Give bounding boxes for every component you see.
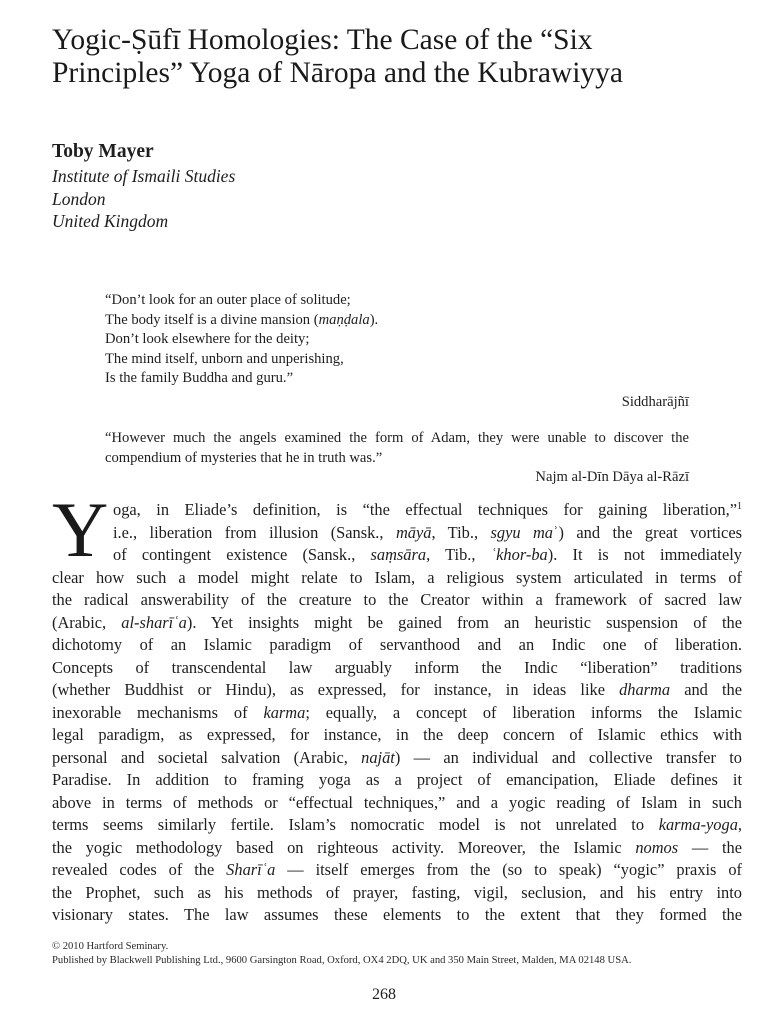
epigraph-line: “Don’t look for an outer place of solitude; <box>105 292 351 308</box>
body-line: dichotomy of an Islamic paradigm of servanthood and an Indic one of liberation. <box>52 635 742 654</box>
drop-cap: Y <box>52 486 109 573</box>
article-title <box>52 24 742 90</box>
author-name: Toby Mayer <box>52 141 154 162</box>
footnote-ref-1[interactable]: 1 <box>737 501 742 512</box>
body-line: above in terms of methods or “effectual techniques,” and a yogic reading of Islam in such <box>52 792 742 812</box>
body-line: Concepts of transcendental law arguably inform the Indic “liberation” traditions <box>52 657 742 677</box>
epigraph-attribution: Siddharājñī <box>621 393 689 410</box>
page-number: 268 <box>372 986 396 1003</box>
author-affiliation <box>52 165 235 233</box>
affiliation-country: United Kingdom <box>52 211 169 231</box>
body-line: visionary states. The law assumes these elements to the extent that they formed the <box>52 905 742 924</box>
body-line: inexorable mechanisms of karma; equally, a concept of liberation informs the Islamic <box>52 702 742 722</box>
title-line-2: Principles” Yoga of Nāropa and the Kubrawiyya <box>52 57 624 89</box>
body-line: revealed codes of the Sharīʿa — itself emerges from the (so to speak) “yogic” praxis of <box>52 860 743 879</box>
page-footer <box>52 940 742 967</box>
body-line: Paradise. In addition to framing yoga as a project of emancipation, Eliade defines it <box>52 770 742 789</box>
epigraph-line: Don’t look elsewhere for the deity; <box>105 331 310 347</box>
body-line: clear how such a model might relate to Islam, a religious system articulated in terms of <box>52 567 742 587</box>
body-line: of contingent existence (Sansk., saṃsāra, Tib., ʿkhor-ba). It is not immediately <box>113 545 742 564</box>
body-line: personal and societal salvation (Arabic, najāt) — an individual and collective transfer to <box>52 747 742 767</box>
epigraph-line: The mind itself, unborn and unperishing, <box>105 350 344 367</box>
epigraph-line: Is the family Buddha and guru.” <box>105 370 294 386</box>
body-line: legal paradigm, as expressed, for instance, in the deep concern of Islamic ethics with <box>52 725 742 744</box>
body-line: the yogic methodology based on righteous activity. Moreover, the Islamic nomos — the <box>52 837 742 857</box>
body-line: the Prophet, such as his methods of prayer, fasting, vigil, seclusion, and his entry into <box>52 882 742 902</box>
body-line: the radical answerability of the creature to the Creator within a framework of sacred law <box>52 590 742 609</box>
copyright-notice: © 2010 Hartford Seminary. <box>52 941 169 952</box>
epigraph-siddharajni <box>105 291 689 412</box>
affiliation-city: London <box>52 188 106 209</box>
affiliation-institute: Institute of Ismaili Studies <box>52 166 236 186</box>
body-line: (whether Buddhist or Hindu), as expressed, for instance, in ideas like dharma and the <box>52 680 742 699</box>
publisher-notice: Published by Blackwell Publishing Ltd., 9600 Garsington Road, Oxford, OX4 2DQ, UK and 350 Main Street, Malden, MA 02148 USA. <box>52 954 632 966</box>
body-paragraph <box>52 499 742 927</box>
body-line: i.e., liberation from illusion (Sansk., māyā, Tib., sgyu maʾ) and the great vortices <box>113 522 742 542</box>
epigraph-text: The body itself is a divine mansion ( <box>105 311 319 328</box>
body-line: oga, in Eliade’s definition, is “the effectual techniques for gaining liberation,”$^1$ <box>113 500 742 519</box>
epigraph-quote: “However much the angels examined the form of Adam, they were unable to discover the compendium of mysteries that he in truth was.” <box>105 430 689 466</box>
epigraph-razi <box>105 429 689 488</box>
body-line: terms seems similarly fertile. Islam’s nomocratic model is not unrelated to karma-yoga, <box>52 815 742 834</box>
epigraph-attribution: Najm al-Dīn Dāya al-Rāzī <box>535 469 689 485</box>
title-line-1: Yogic-Ṣūfī Homologies: The Case of the “Six <box>52 24 593 56</box>
epigraph-italic-term: maṇḍala <box>318 311 370 328</box>
epigraph-line <box>105 311 689 331</box>
body-line: (Arabic, al-sharīʿa). Yet insights might be gained from an heuristic suspension of the <box>52 612 742 632</box>
epigraph-text: ). <box>369 311 379 328</box>
